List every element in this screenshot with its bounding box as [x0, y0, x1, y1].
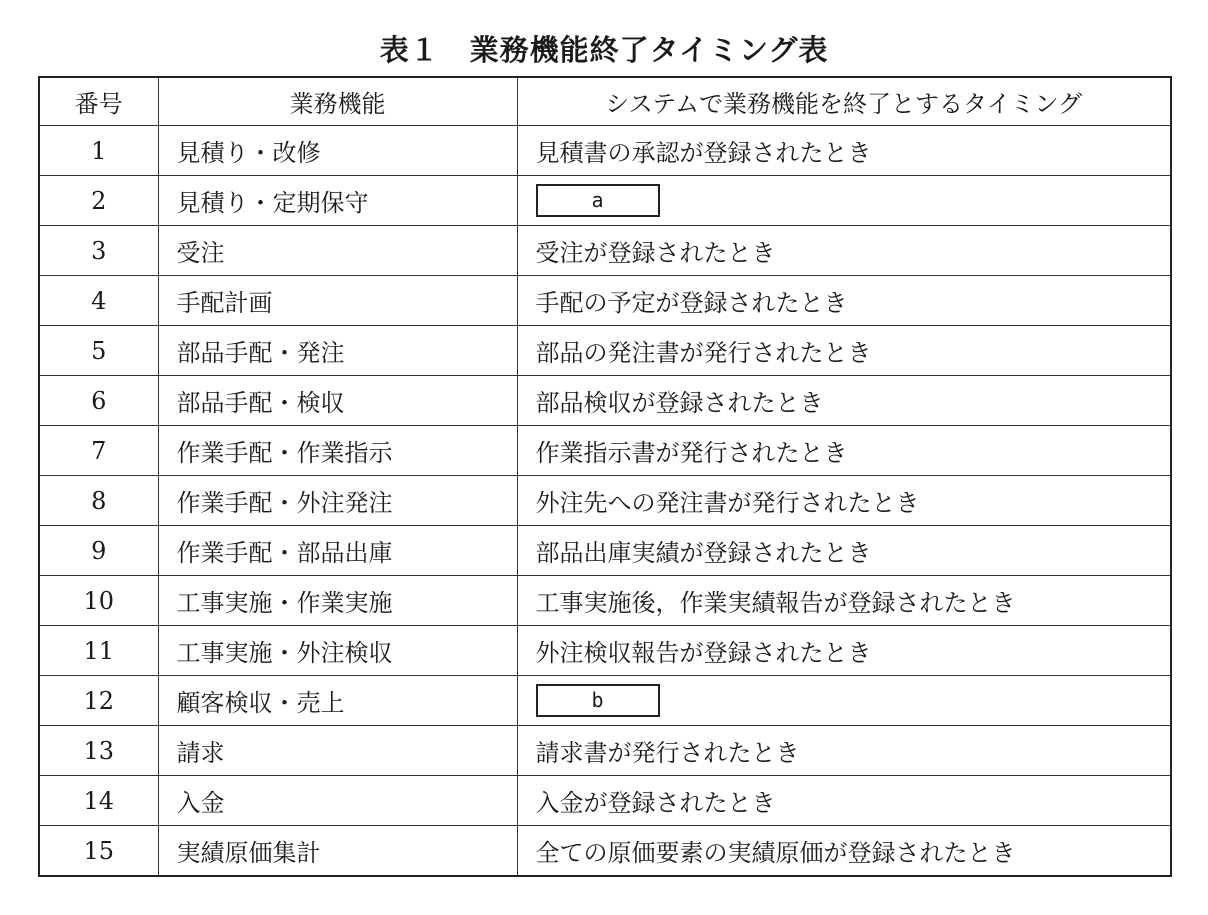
table-row [39, 826, 1171, 877]
end-timing: 手配の予定が登録されたとき [517, 276, 1171, 326]
row-number: 9 [39, 526, 158, 576]
table-row [39, 376, 1171, 426]
row-number: 15 [39, 826, 158, 877]
end-timing: 工事実施後，作業実績報告が登録されたとき [517, 576, 1171, 626]
table-row [39, 326, 1171, 376]
row-number: 7 [39, 426, 158, 476]
function-end-timing-table [38, 76, 1172, 877]
business-function: 見積り・改修 [158, 126, 517, 176]
header-number: 番号 [39, 77, 158, 126]
end-timing: 入金が登録されたとき [517, 776, 1171, 826]
row-number: 4 [39, 276, 158, 326]
table-row [39, 776, 1171, 826]
end-timing-cell [517, 676, 1171, 726]
business-function: 顧客検収・売上 [158, 676, 517, 726]
row-number: 13 [39, 726, 158, 776]
business-function: 入金 [158, 776, 517, 826]
end-timing-cell [517, 176, 1171, 226]
header-row [39, 77, 1171, 126]
business-function: 請求 [158, 726, 517, 776]
table-title: 表１ 業務機能終了タイミング表 [379, 33, 829, 67]
table-row [39, 426, 1171, 476]
blank-b-box: b [536, 684, 660, 717]
table-row [39, 176, 1171, 226]
end-timing: 全ての原価要素の実績原価が登録されたとき [517, 826, 1171, 877]
end-timing: 作業指示書が発行されたとき [517, 426, 1171, 476]
business-function: 工事実施・外注検収 [158, 626, 517, 676]
business-function: 部品手配・検収 [158, 376, 517, 426]
business-function: 見積り・定期保守 [158, 176, 517, 226]
row-number: 6 [39, 376, 158, 426]
business-function: 実績原価集計 [158, 826, 517, 877]
row-number: 14 [39, 776, 158, 826]
table-row [39, 276, 1171, 326]
end-timing: 見積書の承認が登録されたとき [517, 126, 1171, 176]
row-number: 8 [39, 476, 158, 526]
business-function: 部品手配・発注 [158, 326, 517, 376]
business-function: 作業手配・外注発注 [158, 476, 517, 526]
row-number: 2 [39, 176, 158, 226]
blank-a-box: a [536, 184, 660, 217]
table-row [39, 726, 1171, 776]
table-row [39, 226, 1171, 276]
business-function: 作業手配・作業指示 [158, 426, 517, 476]
end-timing: 受注が登録されたとき [517, 226, 1171, 276]
row-number: 10 [39, 576, 158, 626]
table-row [39, 576, 1171, 626]
end-timing: 請求書が発行されたとき [517, 726, 1171, 776]
end-timing: 部品検収が登録されたとき [517, 376, 1171, 426]
row-number: 5 [39, 326, 158, 376]
business-function: 作業手配・部品出庫 [158, 526, 517, 576]
end-timing: 外注検収報告が登録されたとき [517, 626, 1171, 676]
table-row [39, 526, 1171, 576]
end-timing: 外注先への発注書が発行されたとき [517, 476, 1171, 526]
row-number: 1 [39, 126, 158, 176]
end-timing: 部品の発注書が発行されたとき [517, 326, 1171, 376]
row-number: 12 [39, 676, 158, 726]
header-end-timing: システムで業務機能を終了とするタイミング [517, 77, 1171, 126]
row-number: 11 [39, 626, 158, 676]
header-business-function: 業務機能 [158, 77, 517, 126]
end-timing: 部品出庫実績が登録されたとき [517, 526, 1171, 576]
business-function: 手配計画 [158, 276, 517, 326]
table-row [39, 126, 1171, 176]
business-function: 工事実施・作業実施 [158, 576, 517, 626]
table-row [39, 476, 1171, 526]
row-number: 3 [39, 226, 158, 276]
business-function: 受注 [158, 226, 517, 276]
table-row [39, 676, 1171, 726]
table-row [39, 626, 1171, 676]
